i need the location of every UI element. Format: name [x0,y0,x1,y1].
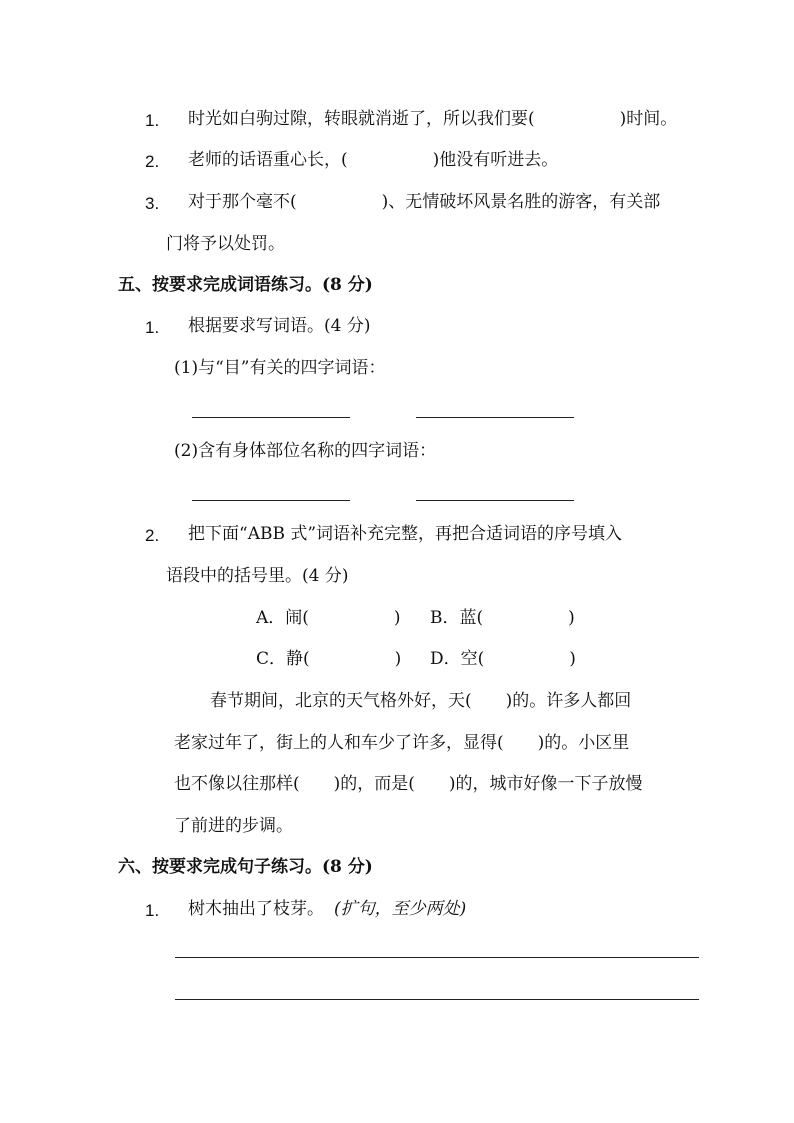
sub-question: (2)含有身体部位名称的四字词语： [174,441,437,461]
section-heading: 六、按要求完成句子练习。(8 分) [118,857,373,877]
question-text: 把下面“ABB 式”词语补充完整，再把合适词语的序号填入 [188,524,623,544]
sub-question: (1)与“目”有关的四字词语： [174,358,386,378]
item-number: 1. [145,111,160,130]
word-option-c: C．静( ) [256,649,402,669]
word-option-b: B．蓝( ) [430,608,575,628]
answer-line[interactable] [175,957,699,958]
fill-blank-question: 时光如白驹过隙，转眼就消逝了，所以我们要( )时间。 [188,109,678,129]
passage-line: 了前进的步调。 [174,816,293,836]
question-hint: (扩句，至少两处) [334,899,467,919]
passage-line: 老家过年了，街上的人和车少了许多，显得( )的。小区里 [174,733,630,753]
answer-line[interactable] [416,417,574,418]
word-option-d: D．空( ) [430,649,576,669]
item-number: 2. [145,526,160,545]
fill-blank-question-continued: 门将予以处罚。 [166,234,285,254]
passage-line: 春节期间，北京的天气格外好，天( )的。许多人都回 [210,691,632,711]
item-number: 3. [145,194,160,213]
item-number: 1. [145,901,160,920]
question-text: 根据要求写词语。(4 分) [188,316,371,336]
section-heading: 五、按要求完成词语练习。(8 分) [118,275,373,295]
fill-blank-question: 老师的话语重心长，( )他没有听进去。 [188,150,559,170]
question-text: 树木抽出了枝芽。 [188,899,324,919]
passage-line: 也不像以往那样( )的，而是( )的，城市好像一下子放慢 [174,774,643,794]
answer-line[interactable] [192,417,350,418]
answer-line[interactable] [192,500,350,501]
word-option-a: A．闹( ) [256,608,401,628]
fill-blank-question: 对于那个毫不( )、无情破坏风景名胜的游客，有关部 [188,192,661,212]
item-number: 2. [145,152,160,171]
answer-line[interactable] [175,999,699,1000]
item-number: 1. [145,318,160,337]
answer-line[interactable] [416,500,574,501]
question-text-continued: 语段中的括号里。(4 分) [166,566,349,586]
